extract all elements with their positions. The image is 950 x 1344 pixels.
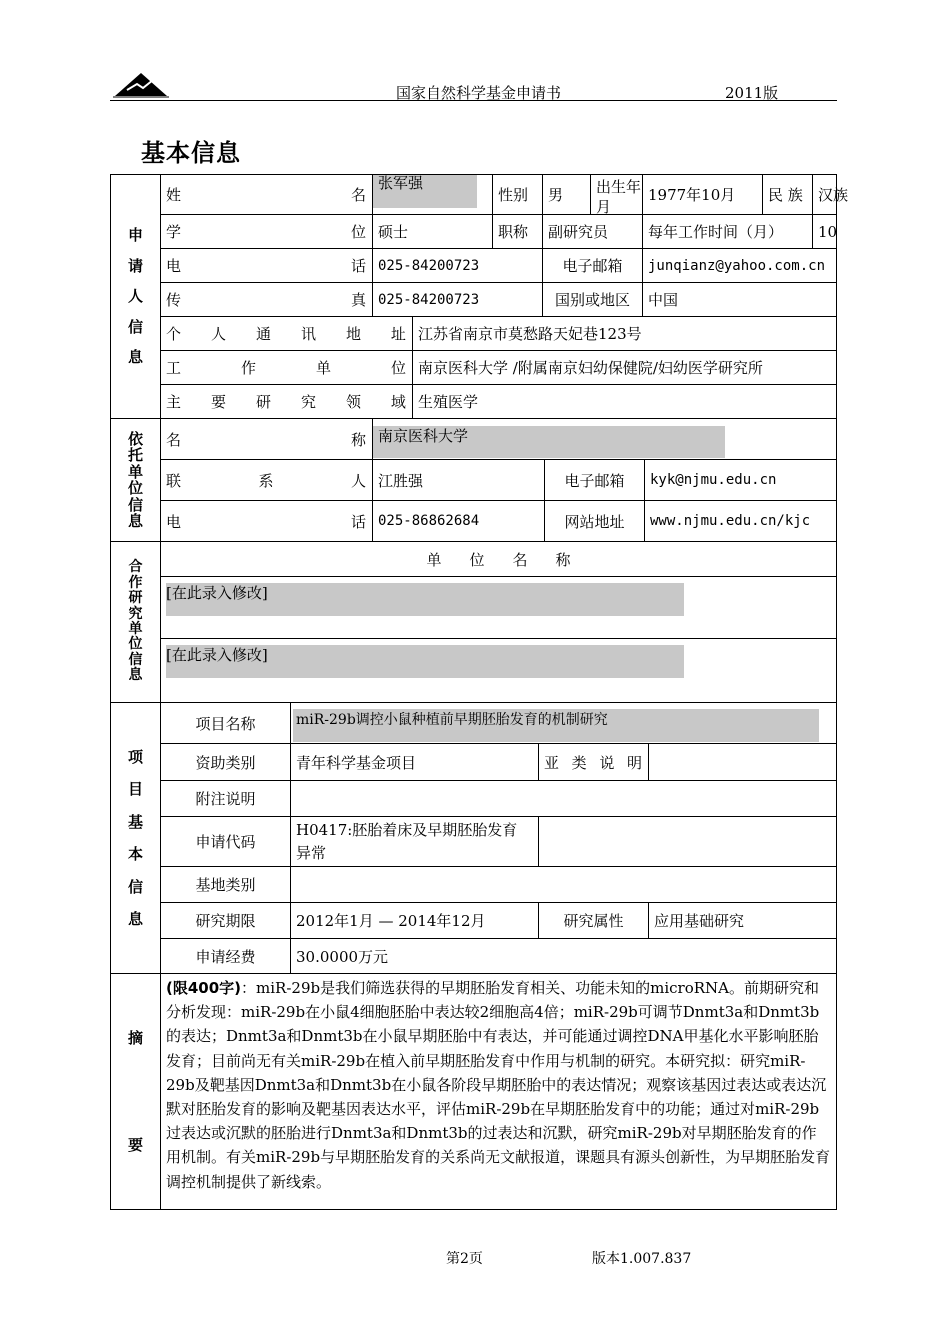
page-title: 基本信息: [141, 139, 241, 167]
proj-name-field[interactable]: miR-29b调控小鼠种植前早期胚胎发育的机制研究: [291, 703, 836, 744]
budget-field[interactable]: 30.0000万元: [296, 947, 389, 966]
period-label: 研究期限: [161, 903, 291, 939]
workunit-label: 工 作 单 位: [161, 351, 413, 385]
phone-label: 电 话: [161, 249, 373, 283]
subtype-label: 亚 类 说 明: [539, 744, 649, 781]
code-field[interactable]: H0417:胚胎着床及早期胚胎发育 异常: [291, 817, 539, 867]
country-field[interactable]: 中国: [643, 283, 836, 317]
inst-website-label: 网站地址: [545, 501, 645, 541]
code-extra-field: [539, 817, 836, 867]
attr-field[interactable]: 应用基础研究: [649, 903, 836, 939]
phone-field[interactable]: 025-84200723: [373, 249, 543, 283]
cooperation-section-label: 合 作 研 究 单 位 信 息: [111, 542, 161, 702]
address-field[interactable]: 江苏省南京市莫愁路天妃巷123号: [413, 317, 836, 351]
funding-field[interactable]: 青年科学基金项目: [291, 744, 539, 781]
inst-email-label: 电子邮箱: [545, 460, 645, 501]
coop-header: 单 位 名 称: [161, 542, 836, 577]
title-field[interactable]: 副研究员: [543, 215, 643, 249]
fax-label: 传 真: [161, 283, 373, 317]
worktime-label: 每年工作时间（月）: [643, 215, 813, 249]
title-label: 职称: [493, 215, 543, 249]
inst-website-field[interactable]: www.njmu.edu.cn/kjc: [650, 513, 811, 529]
name-label: 姓 名: [161, 175, 373, 215]
abstract-text[interactable]: [161, 974, 836, 1194]
applicant-section-label: 申 请 人 信 息: [111, 175, 161, 418]
budget-label: 申请经费: [161, 939, 291, 973]
degree-field[interactable]: 硕士: [373, 215, 493, 249]
nsfc-logo-icon: [113, 70, 169, 98]
workunit-field[interactable]: 南京医科大学 /附属南京妇幼保健院/妇幼医学研究所: [413, 351, 836, 385]
degree-label: 学 位: [161, 215, 373, 249]
footer-version: 版本1.007.837: [592, 1251, 692, 1267]
inst-email-field[interactable]: kyk@njmu.edu.cn: [645, 460, 836, 501]
abstract-section-label: 摘 要: [111, 974, 161, 1209]
inst-name-field[interactable]: 南京医科大学: [373, 419, 836, 460]
institution-section-label: 依 托 单 位 信 息: [111, 419, 161, 541]
cooperation-section: [110, 541, 837, 703]
birth-field[interactable]: 1977年10月: [643, 175, 763, 215]
header-rule: [110, 100, 837, 101]
inst-contact-label: 联 系 人: [161, 460, 373, 501]
inst-contact-field[interactable]: 江胜强: [373, 460, 545, 501]
name-field[interactable]: 张军强: [373, 175, 493, 215]
field-label: 主 要 研 究 领 域: [161, 385, 413, 418]
note-field[interactable]: [291, 781, 836, 817]
field-field[interactable]: 生殖医学: [418, 393, 479, 411]
address-label: 个 人 通 讯 地 址: [161, 317, 413, 351]
gender-label: 性别: [493, 175, 543, 215]
period-field[interactable]: 2012年1月 — 2014年12月: [291, 903, 539, 939]
coop-row[interactable]: [在此录入修改]: [161, 639, 836, 702]
header-version: 2011版: [725, 84, 779, 102]
abstract-limit: (限400字): [166, 979, 242, 997]
fax-field[interactable]: 025-84200723: [373, 283, 543, 317]
country-label: 国别或地区: [543, 283, 643, 317]
base-label: 基地类别: [161, 867, 291, 903]
applicant-section: [110, 174, 849, 419]
project-section-label: 项 目 基 本 信 息: [111, 703, 161, 973]
email-field[interactable]: junqianz@yahoo.com.cn: [643, 249, 836, 283]
inst-phone-label: 电 话: [161, 501, 373, 541]
inst-name-label: 名 称: [161, 419, 373, 460]
code-label: 申请代码: [161, 817, 291, 867]
worktime-field[interactable]: 10: [813, 215, 836, 249]
ethnic-label: 民 族: [763, 175, 813, 215]
institution-section: [110, 418, 837, 542]
ethnic-field[interactable]: 汉族: [813, 175, 836, 215]
proj-name-label: 项目名称: [161, 703, 291, 744]
inst-phone-field[interactable]: 025-86862684: [373, 501, 545, 541]
email-label: 电子邮箱: [543, 249, 643, 283]
attr-label: 研究属性: [539, 903, 649, 939]
base-field[interactable]: [291, 867, 836, 903]
note-label: 附注说明: [161, 781, 291, 817]
abstract-section: [110, 973, 837, 1210]
header-title: 国家自然科学基金申请书: [396, 84, 562, 102]
project-section: [110, 702, 837, 974]
funding-label: 资助类别: [161, 744, 291, 781]
subtype-field[interactable]: [649, 744, 836, 781]
abstract-body: ：miR-29b是我们筛选获得的早期胚胎发育相关、功能未知的microRNA。前期研究和分析发现：miR-29b在小鼠4细胞胚胎中表达较2细胞高4倍；miR-29b可调节Dnmt3a和Dnmt3b的表达；Dnmt3a和Dnmt3b在小鼠早期胚胎中有表达，并可能通过调控DNA甲基化水平影响胚胎发育；目前尚无有关miR-29b在植入前早期胚胎发育中作用与机制的研究。本研究拟：研究miR-29b及靶基因Dnmt3a和Dnmt3b在小鼠各阶段早期胚胎中的表达情况；观察该基因过表达或表达沉默对胚胎发育的影响及靶基因表达水平，评估miR-29b在早期胚胎发育中的功能；通过对miR-29b过表达或沉默的胚胎进行Dnmt3a和Dnmt3b的过表达和沉默，研究miR-29b对早期胚胎发育的作用机制。有关miR-29b与早期胚胎发育的关系尚无文献报道，课题具有源头创新性，为早期胚胎发育调控机制提供了新线索。: [166, 979, 831, 1191]
footer-page: 第2页: [446, 1251, 483, 1267]
coop-row[interactable]: [在此录入修改]: [161, 577, 836, 639]
gender-field[interactable]: 男: [543, 175, 591, 215]
birth-label: 出生年月: [591, 175, 643, 215]
